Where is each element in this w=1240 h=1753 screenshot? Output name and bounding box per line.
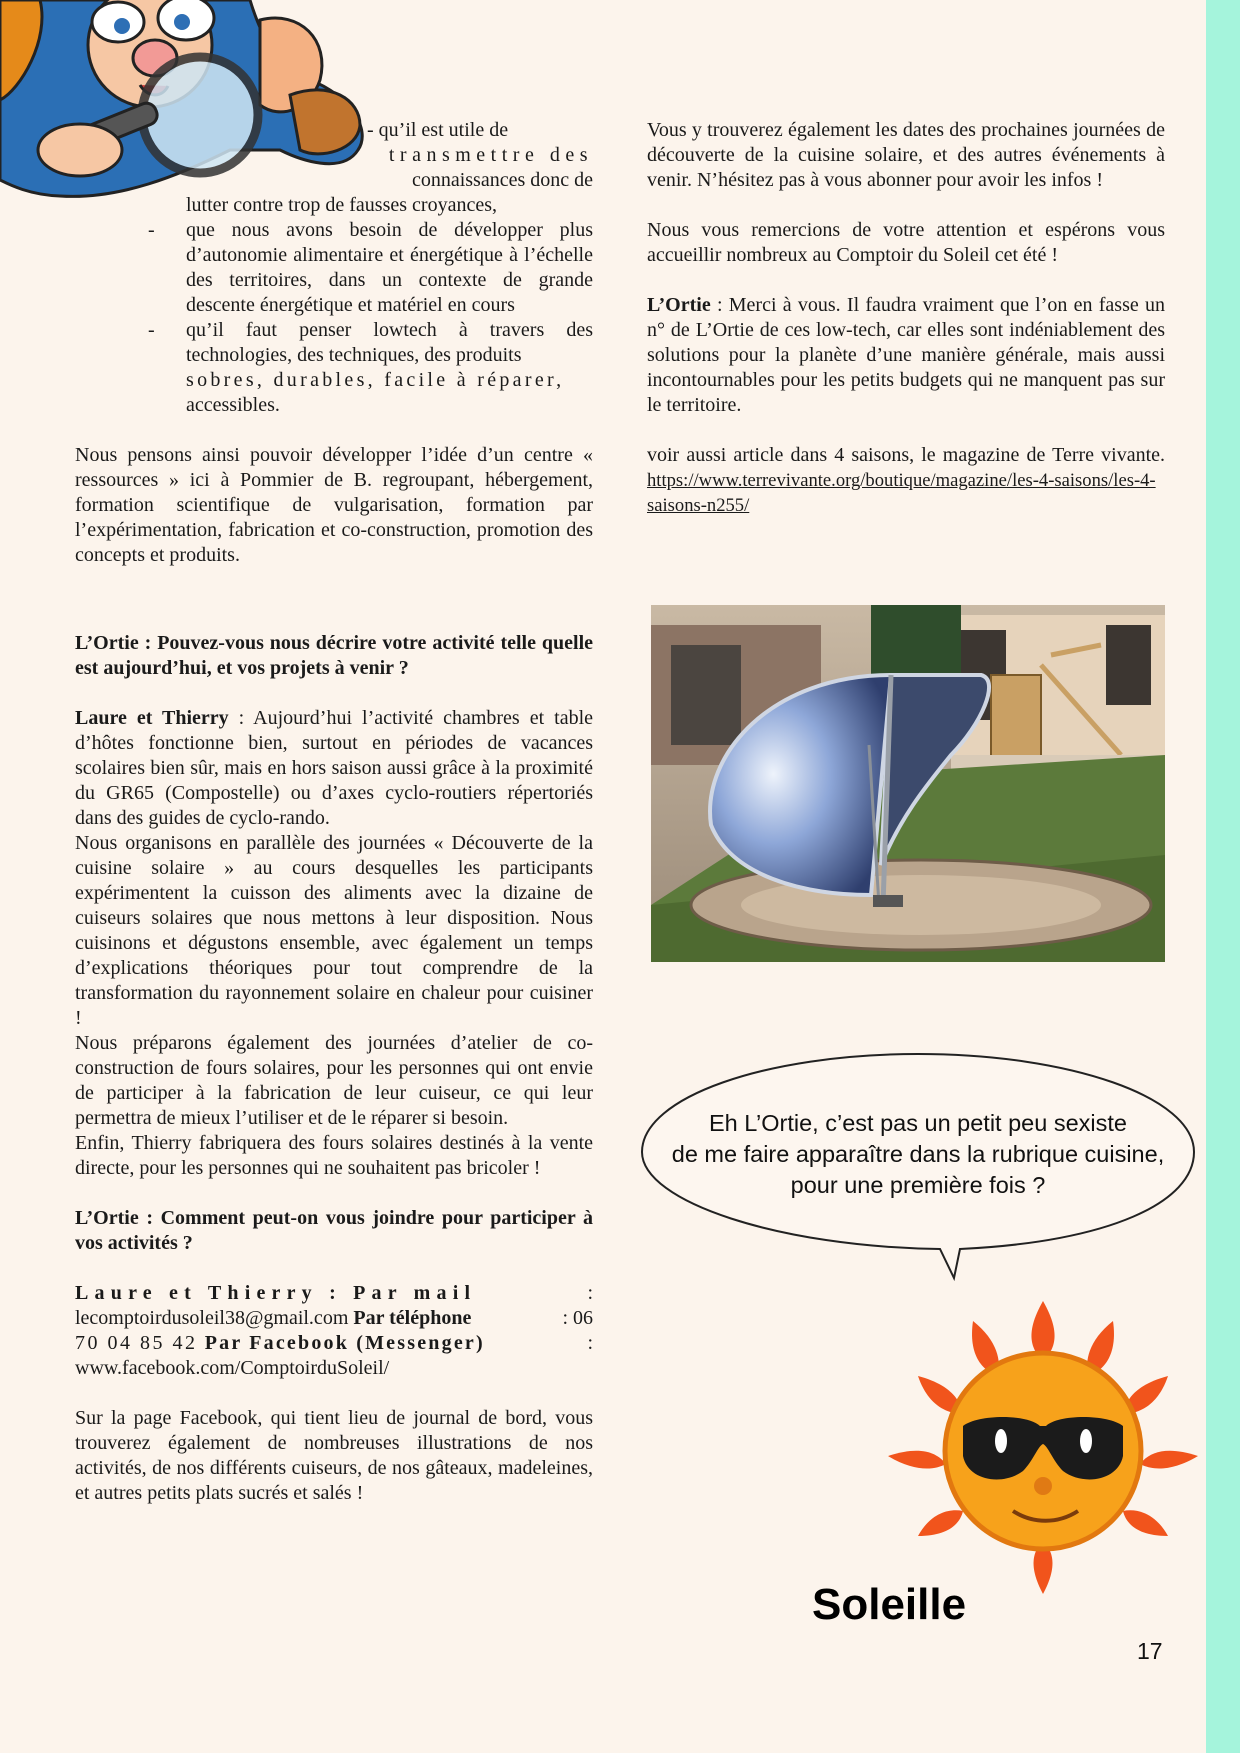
- answer-1-p4: Enfin, Thierry fabriquera des fours solaires destinés à la vente directe, pour les personnes qui ne souhaitent pas bricoler !: [75, 1132, 593, 1179]
- question-2: [75, 1206, 593, 1256]
- bubble-line-1: Eh L’Ortie, c’est pas un petit peu sexiste: [708, 1110, 1127, 1136]
- bullet-2-text: que nous avons besoin de développer plus d’autonomie alimentaire et énergétique à l’échelle des territoires, dans un contexte de grande descente énergétique et matériel en cours: [186, 219, 593, 316]
- answer-1-p2: Nous organisons en parallèle des journées « Découverte de la cuisine solaire » au cours desquelles les participants expérimentent la cuisson des aliments avec la dizaine de cuiseurs solaires que nous mettons à leur disposition. Nous cuisinons et dégustons ensemble, avec également un temps d’explications théoriques pour tout comprendre de la transformation du rayonnement solaire en chaleur pour cuisiner !: [75, 832, 593, 1029]
- contact-block: [75, 1281, 593, 1381]
- page-number: 17: [1137, 1638, 1163, 1664]
- right-paragraph-3: [647, 293, 1165, 418]
- paragraph-centre: Nous pensons ainsi pouvoir développer l’idée d’un centre « ressources » ici à Pommier de B. regroupant, hébergement, formation scientifique de vulgarisation, formation par l’expérimentation, fabrication et co-construction, promotion des concepts et produits.: [75, 444, 593, 566]
- bullet-3-text-b: sobres, durables, facile à réparer,: [186, 369, 565, 391]
- bullet-1-line-1: - qu’il est utile de: [367, 119, 509, 141]
- side-strip: [1206, 0, 1240, 1753]
- contact-fb-colon: :: [587, 1332, 593, 1354]
- question-2-text: L’Ortie : Comment peut-on vous joindre pour participer à vos activités ?: [75, 1207, 593, 1254]
- contact-intro: Laure et Thierry : Par mail: [75, 1282, 477, 1304]
- right-paragraph-1: Vous y trouverez également les dates des prochaines journées de découverte de la cuisine solaire, et des autres événements à venir. N’hésitez pas à vous abonner pour avoir les infos !: [647, 119, 1165, 191]
- right-paragraph-3-label: L’Ortie: [647, 294, 711, 316]
- contact-phone-a: : 06: [562, 1307, 593, 1329]
- closing-paragraph: Sur la page Facebook, qui tient lieu de journal de bord, vous trouverez également de nombreuses illustrations de nos activités, de nos différents cuiseurs, de nos gâteaux, madeleines, et autres petits plats sucrés et salés !: [75, 1407, 593, 1504]
- solar-cooker-photo: [651, 605, 1165, 962]
- answer-1-text: : Aujourd’hui l’activité chambres et table d’hôtes fonctionne bien, surtout en périodes de vacances scolaires bien sûr, mais en hors saison aussi grâce à la proximité du GR65 (Compostelle) ou d’axes cyclo-routiers répertoriés dans des guides de cyclo-rando.: [75, 707, 593, 829]
- bubble-line-2: de me faire apparaître dans la rubrique cuisine,: [671, 1141, 1165, 1167]
- bullet-3-text-c: accessibles.: [186, 394, 280, 416]
- answer-1-speaker: Laure et Thierry: [75, 707, 229, 729]
- terrevivante-link[interactable]: https://www.terrevivante.org/boutique/magazine/les-4-saisons/les-4-saisons-n255/: [647, 470, 1156, 516]
- bullet-dash: -: [148, 319, 155, 341]
- bullet-3: [75, 318, 593, 418]
- bullet-2: [75, 218, 593, 318]
- right-column: [647, 118, 1165, 518]
- bubble-line-3: pour une première fois ?: [790, 1172, 1046, 1198]
- right-paragraph-4: [647, 443, 1165, 518]
- left-column: [75, 118, 593, 1506]
- right-paragraph-2: Nous vous remercions de votre attention et espérons vous accueillir nombreux au Comptoir du Soleil cet été !: [647, 219, 1165, 266]
- bullet-1-line-4: lutter contre trop de fausses croyances,: [186, 194, 497, 216]
- sun-with-sunglasses-illustration: [878, 1296, 1208, 1596]
- answer-1-p3: Nous préparons également des journées d’atelier de co-construction de fours solaires, pour les personnes qui ont envie de participer à la fabrication de leur cuiseur, ce qui leur permettra de mieux l’utiliser et de le réparer si besoin.: [75, 1032, 593, 1129]
- bullet-dash: -: [148, 219, 155, 241]
- bullet-1-line-2: transmettre des: [388, 144, 593, 166]
- bullet-1-line-3: connaissances donc de: [411, 169, 593, 191]
- contact-email[interactable]: lecomptoirdusoleil38@gmail.com: [75, 1307, 349, 1329]
- question-1: [75, 631, 593, 681]
- speech-bubble-text: [640, 1108, 1196, 1201]
- contact-phone-label: Par téléphone: [348, 1307, 472, 1329]
- contact-colon: :: [587, 1282, 593, 1304]
- bullet-3-text-a: qu’il faut penser lowtech à travers des technologies, des techniques, des produits: [186, 319, 593, 366]
- contact-fb-url[interactable]: www.facebook.com/ComptoirduSoleil/: [75, 1357, 390, 1379]
- answer-1: [75, 706, 593, 831]
- right-paragraph-4-text: voir aussi article dans 4 saisons, le magazine de Terre vivante.: [647, 444, 1165, 466]
- question-1-text: L’Ortie : Pouvez-vous nous décrire votre activité telle quelle est aujourd’hui, et vos projets à venir ?: [75, 632, 593, 679]
- contact-phone-b: 70 04 85 42: [75, 1332, 198, 1354]
- right-paragraph-3-text: : Merci à vous. Il faudra vraiment que l’on en fasse un n° de L’Ortie de ces low-tech, car elles sont indéniablement des solutions pour la planète d’une manière générale, mais aussi incontournables pour les petits budgets qui ne manquent pas sur le territoire.: [647, 294, 1165, 416]
- contact-fb-label: Par Facebook (Messenger): [197, 1332, 485, 1354]
- sun-label: Soleille: [812, 1580, 967, 1629]
